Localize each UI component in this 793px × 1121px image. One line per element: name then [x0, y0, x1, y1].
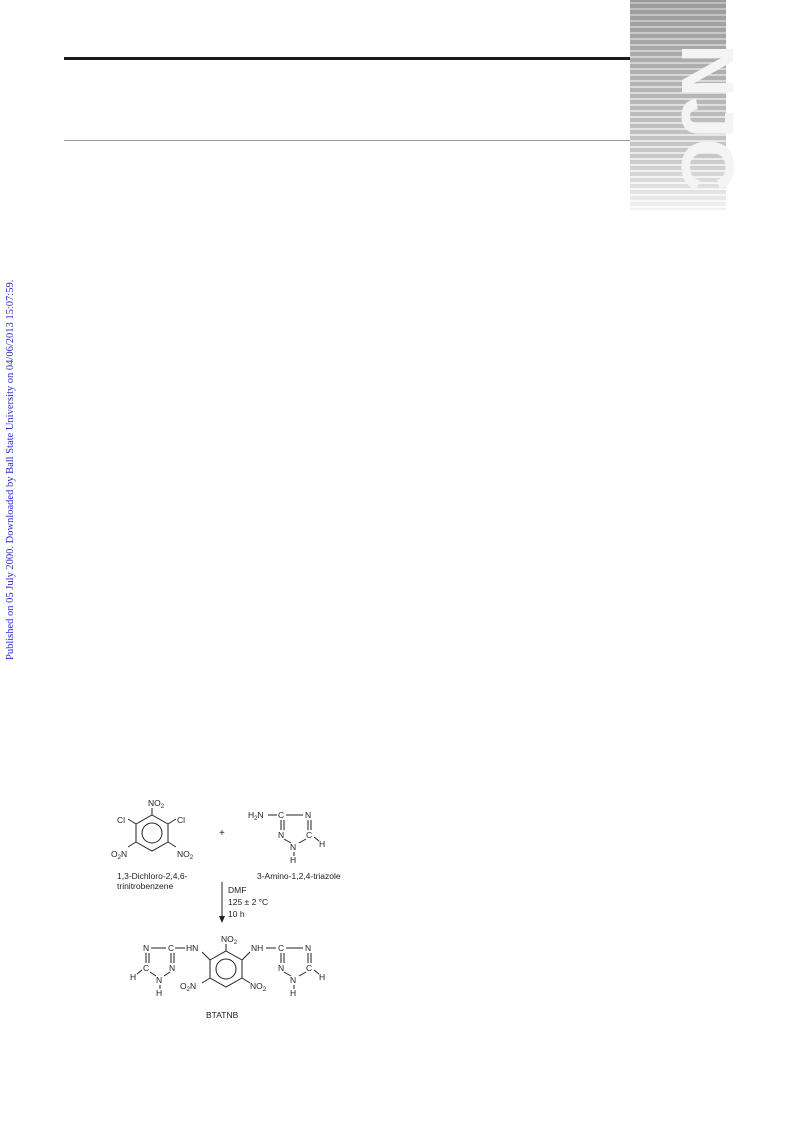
label-no2-right: $NO_2$ — [177, 849, 194, 861]
dichlorotrinitrobenzene-structure — [111, 798, 194, 861]
condition-temperature: 125 ± 2 °C — [228, 897, 269, 907]
download-note — [1, 279, 21, 1060]
condition-time: 10 h — [228, 909, 245, 919]
reactant1-name-line2: trinitrobenzene — [117, 881, 174, 891]
aminotriazole-structure — [248, 810, 325, 865]
svg-text:NO2: $NO_2$ — [250, 981, 267, 993]
njc-logo-text: NJC — [666, 44, 749, 193]
svg-text:N: N — [290, 842, 297, 852]
logo-stripe — [630, 14, 726, 16]
svg-text:C: C — [278, 810, 285, 820]
logo-stripe — [630, 2, 726, 4]
label-cl-left: Cl — [117, 815, 126, 825]
svg-text:N: N — [290, 975, 297, 985]
logo-stripe — [630, 32, 726, 34]
logo-stripe — [630, 194, 726, 196]
svg-text:N: N — [169, 963, 176, 973]
logo-stripe — [630, 20, 726, 22]
svg-text:N: N — [143, 943, 150, 953]
reactant1-name-line1: 1,3-Dichloro-2,4,6- — [117, 871, 188, 881]
svg-text:C: C — [278, 943, 285, 953]
svg-text:NH: NH — [251, 943, 264, 953]
label-cl-right: Cl — [177, 815, 186, 825]
svg-text:H: H — [156, 988, 163, 998]
product-name: BTATNB — [206, 1010, 239, 1020]
svg-text:N: N — [278, 963, 285, 973]
reaction-scheme — [105, 790, 350, 1025]
svg-text:H2N: $H_2N$ — [248, 810, 264, 822]
svg-text:C: C — [143, 963, 150, 973]
reactant2-name: 3-Amino-1,2,4-triazole — [257, 871, 341, 881]
svg-text:HN: HN — [186, 943, 199, 953]
svg-text:H: H — [290, 988, 297, 998]
njc-journal-logo — [630, 0, 749, 210]
condition-solvent: DMF — [228, 885, 247, 895]
svg-text:N: N — [278, 830, 285, 840]
svg-text:N: N — [305, 810, 312, 820]
logo-stripe — [630, 206, 726, 208]
logo-stripe — [630, 8, 726, 10]
svg-text:H: H — [319, 839, 326, 849]
svg-text:NO2: $NO_2$ — [221, 934, 238, 946]
svg-text:H: H — [290, 855, 297, 865]
plus-sign: + — [219, 828, 225, 839]
logo-stripe — [630, 200, 726, 202]
svg-text:C: C — [306, 963, 313, 973]
svg-text:O2N: $O_2N$ — [180, 981, 197, 993]
btatnb-structure — [130, 934, 325, 998]
label-o2n-left: $O_2N$ — [111, 849, 128, 861]
svg-text:H: H — [130, 972, 137, 982]
header-rule-top — [64, 57, 630, 60]
svg-text:H: H — [319, 972, 326, 982]
download-note-text: Published on 05 July 2000. Downloaded by Ball State University on 04/06/2013 15:07:59. — [5, 279, 16, 660]
svg-text:N: N — [156, 975, 163, 985]
logo-stripe — [630, 26, 726, 28]
svg-text:C: C — [306, 830, 313, 840]
svg-text:N: N — [305, 943, 312, 953]
label-no2-top: $NO_2$ — [148, 798, 165, 810]
header-rule-bottom — [64, 140, 630, 141]
logo-stripe — [630, 38, 726, 40]
svg-text:C: C — [168, 943, 175, 953]
